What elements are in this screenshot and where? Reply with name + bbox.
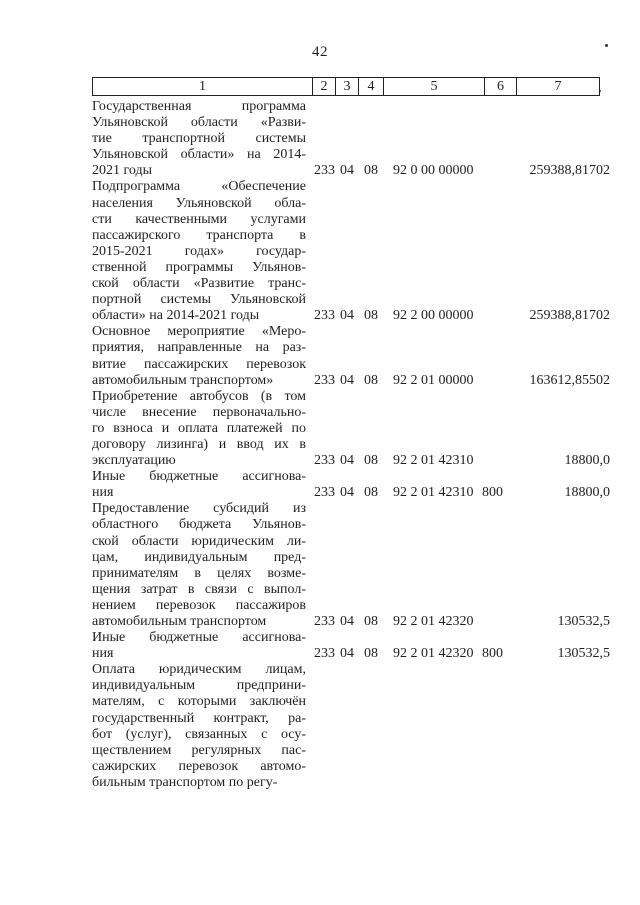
subsection-code-cell: 08 <box>364 308 378 324</box>
description-line: областного бюджета Ульянов- <box>92 517 306 533</box>
row-description <box>92 179 306 324</box>
description-line: ния <box>92 485 114 501</box>
amount-cell: 130532,5 <box>557 614 610 629</box>
description-line: Иные бюджетные ассигнова- <box>92 469 306 485</box>
description-line: автомобильным транспортом <box>92 614 267 629</box>
row-values <box>92 775 610 791</box>
section-code-cell: 04 <box>340 485 354 501</box>
scan-speck <box>605 44 608 47</box>
amount-cell: 18800,0 <box>564 453 610 469</box>
table-row <box>92 389 610 469</box>
row-description <box>92 501 306 630</box>
row-values <box>92 308 610 324</box>
description-line: Оплата юридическим лицам, <box>92 662 306 678</box>
description-line: портной системы Ульяновской <box>92 292 306 308</box>
row-values <box>92 614 610 630</box>
row-description <box>92 662 306 791</box>
description-line: числе внесение первоначально- <box>92 404 306 420</box>
description-line: Подпрограмма «Обеспечение <box>92 179 306 195</box>
amount-cell: 163612,85502 <box>529 372 610 388</box>
description-line: витие пассажирских перевозок <box>92 356 306 372</box>
row-values <box>92 373 610 389</box>
row-values <box>92 646 610 662</box>
section-code-cell: 04 <box>340 308 354 324</box>
subsection-code-cell: 08 <box>364 646 378 662</box>
description-line: приятия, направленные на раз- <box>92 340 306 356</box>
description-line: го взноса и оплата платежей по <box>92 420 306 436</box>
description-line: принимателям в целях возме- <box>92 565 306 581</box>
admin-code-cell: 233 <box>314 372 335 388</box>
admin-code-cell: 233 <box>314 453 335 469</box>
description-line: нением перевозок пассажиров <box>92 597 306 613</box>
section-code-cell: 04 <box>340 453 354 469</box>
description-line: ществлением регулярных пас- <box>92 742 306 758</box>
section-code-cell: 04 <box>340 163 354 179</box>
description-line: ственной программы Ульянов- <box>92 259 306 275</box>
description-line: цам, индивидуальным пред- <box>92 549 306 565</box>
table-row <box>92 501 610 630</box>
target-article-cell: 92 2 01 42310 <box>393 453 474 469</box>
description-line: Ульяновской области «Разви- <box>92 115 306 131</box>
target-article-cell: 92 2 01 42310 <box>393 485 474 501</box>
description-line: населения Ульяновской обла- <box>92 195 306 211</box>
table-row <box>92 324 610 388</box>
column-header-6: 6 <box>484 78 516 95</box>
description-line: Приобретение автобусов (в том <box>92 388 306 404</box>
amount-cell: 130532,5 <box>557 646 610 662</box>
column-header-4: 4 <box>358 78 383 95</box>
description-line: 2021 годы <box>92 163 153 179</box>
amount-cell: 259388,81702 <box>529 163 610 179</box>
description-line: государственный контракт, ра- <box>92 710 306 726</box>
column-header-3: 3 <box>335 78 358 95</box>
subsection-code-cell: 08 <box>364 372 378 388</box>
admin-code-cell: 233 <box>314 485 335 501</box>
table-row <box>92 469 610 501</box>
column-header-1: 1 <box>199 79 206 94</box>
description-line: пассажирского транспорта в <box>92 227 306 243</box>
description-line: 2015-2021 годах» государ- <box>92 243 306 259</box>
amount-cell: 18800,0 <box>564 485 610 501</box>
description-line: Государственная программа <box>92 99 306 114</box>
target-article-cell: 92 2 00 00000 <box>393 308 474 324</box>
subsection-code-cell: 08 <box>364 453 378 469</box>
table-row <box>92 630 610 662</box>
description-line: Ульяновской области» на 2014- <box>92 147 306 163</box>
description-line: договору лизинга) и ввод их в <box>92 436 306 452</box>
table-body <box>92 99 610 791</box>
target-article-cell: 92 2 01 42320 <box>393 646 474 662</box>
table-header-row <box>92 77 600 96</box>
description-line: Основное мероприятие «Меро- <box>92 324 306 340</box>
description-line: ния <box>92 646 114 662</box>
description-line: бильным транспортом по регу- <box>92 774 278 790</box>
admin-code-cell: 233 <box>314 308 335 324</box>
target-article-cell: 92 0 00 00000 <box>393 163 474 179</box>
description-line: Предоставление субсидий из <box>92 501 306 517</box>
row-values <box>92 485 610 501</box>
table-row <box>92 662 610 791</box>
section-code-cell: 04 <box>340 614 354 629</box>
column-header-2: 2 <box>312 78 335 95</box>
admin-code-cell: 233 <box>314 163 335 179</box>
description-line: автомобильным транспортом» <box>92 372 274 388</box>
table-row <box>92 179 610 324</box>
amount-cell: 259388,81702 <box>529 308 610 324</box>
target-article-cell: 92 2 01 00000 <box>393 372 474 388</box>
expense-type-cell: 800 <box>482 646 503 662</box>
page-number: 42 <box>312 44 328 60</box>
description-line: мателям, с которыми заключён <box>92 694 306 710</box>
section-code-cell: 04 <box>340 646 354 662</box>
column-header-7: 7 <box>516 78 599 95</box>
description-line: ской области юридическим ли- <box>92 533 306 549</box>
description-line: Иные бюджетные ассигнова- <box>92 630 306 646</box>
admin-code-cell: 233 <box>314 614 335 629</box>
row-values <box>92 163 610 179</box>
description-line: эксплуатацию <box>92 453 176 469</box>
description-line: сажирских перевозок автомо- <box>92 758 306 774</box>
subsection-code-cell: 08 <box>364 485 378 501</box>
description-line: ской области «Развитие транс- <box>92 276 306 292</box>
admin-code-cell: 233 <box>314 646 335 662</box>
table-row <box>92 99 610 179</box>
section-code-cell: 04 <box>340 372 354 388</box>
description-line: сти качественными услугами <box>92 211 306 227</box>
description-line: тие транспортной системы <box>92 131 306 147</box>
description-line: области» на 2014-2021 годы <box>92 308 260 324</box>
row-values <box>92 453 610 469</box>
subsection-code-cell: 08 <box>364 163 378 179</box>
column-header-5: 5 <box>383 78 484 95</box>
subsection-code-cell: 08 <box>364 614 378 629</box>
expense-type-cell: 800 <box>482 485 503 501</box>
target-article-cell: 92 2 01 42320 <box>393 614 474 629</box>
description-line: индивидуальным предприни- <box>92 678 306 694</box>
description-line: бот (услуг), связанных с осу- <box>92 726 306 742</box>
description-line: щения затрат в связи с выпол- <box>92 581 306 597</box>
